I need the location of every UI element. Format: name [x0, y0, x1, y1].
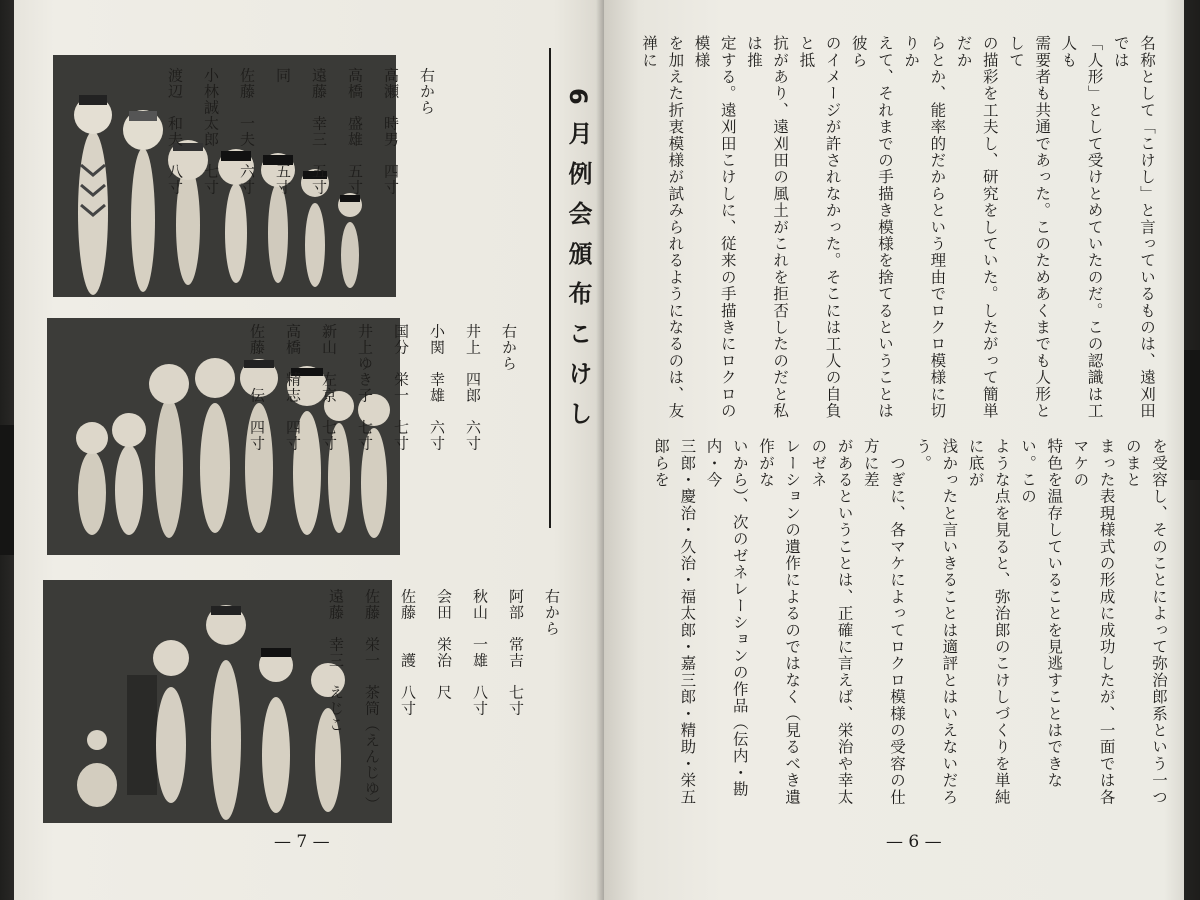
section-title: 6月例会頒布こけし [564, 88, 592, 441]
text-column: 抗があり、遠刈田の風土がこれを拒否したのだと私は推 [744, 35, 790, 420]
text-column: 定する。遠刈田こけしに、従来の手描きにロクロの模様 [692, 35, 737, 420]
text-column: 需要者も共通であった。このためあくまでも人形として [1006, 35, 1052, 420]
caption-row: 井上ゆき子 七寸 [356, 323, 374, 452]
body-text-upper [640, 35, 1160, 420]
page-number-left: — 7 — [274, 832, 330, 852]
section-title-box [549, 48, 601, 528]
caption-row: 遠藤 幸三 えじこ [327, 588, 345, 733]
caption-row: 高瀬 時男 四寸 [382, 67, 400, 196]
text-column: らとか、能率的だからという理由でロクロ模様に切りか [902, 35, 947, 420]
caption-from: 右から [418, 67, 436, 116]
caption-row: 佐藤 護 八寸 [399, 588, 417, 717]
caption-row: 佐藤 伝 四寸 [248, 323, 266, 452]
caption-row: 佐藤 栄一 茶筒（えんじゆ） [363, 588, 381, 813]
caption-row: 新山 左京 七寸 [320, 323, 338, 452]
body-text-lower [652, 438, 1172, 818]
caption-row: 会田 栄治 尺 [435, 588, 453, 701]
text-column: まった表現様式の形成に成功したが、一面では各マケの [1071, 438, 1116, 806]
caption-row: 佐藤 一夫 六寸 [238, 67, 256, 196]
caption-from: 右から [500, 323, 518, 372]
text-column: ような点を見ると、弥治郎のこけしづくりを単純に底が [966, 438, 1011, 806]
text-column: を加えた折衷模様が試みられるようになるのは、友禅に [640, 35, 685, 420]
text-column: 浅かったと言いきることは適評とはいえないだろう。 [914, 438, 959, 806]
text-column: 名称として「こけし」と言っているものは、遠刈田では [1111, 35, 1156, 420]
text-column: えて、それまでの手描き模様を捨てるということは彼ら [849, 35, 894, 420]
text-column: つぎに、各マケによってロクロ模様の受容の仕方に差 [861, 438, 906, 806]
text-column: を受容し、そのことによって弥治郎系という一つのまと [1123, 438, 1168, 806]
text-column: 「人形」として受けとめていたのだ。この認識は工人も [1059, 35, 1104, 420]
caption-row: 小林誠太郎 七寸 [202, 67, 220, 196]
caption-row: 高橋 精志 四寸 [284, 323, 302, 452]
caption-from: 右から [543, 588, 561, 637]
left-page [14, 0, 604, 900]
text-column: があるということは、正確に言えば、栄治や幸太のゼネ [809, 438, 854, 806]
caption-photo-1 [148, 44, 454, 284]
caption-photo-3 [309, 565, 579, 813]
text-column: 三郎・慶治・久治・福太郎・嘉三郎・精助・栄五郎らを [652, 438, 697, 806]
caption-row: 阿部 常吉 七寸 [507, 588, 525, 717]
caption-row: 渡辺 和夫 八寸 [166, 67, 184, 196]
caption-row: 高橋 盛雄 五寸 [346, 67, 364, 196]
text-column: 特色を温存していることを見逃すことはできない。この [1018, 438, 1064, 789]
text-column: のイメージが許されなかった。そこには工人の自負と抵 [797, 35, 842, 420]
right-page [604, 0, 1184, 900]
text-column: の描彩を工夫し、研究をしていた。したがって簡単だか [954, 35, 999, 420]
caption-row: 同 五寸 [274, 67, 292, 196]
caption-photo-2 [230, 300, 536, 540]
caption-row: 遠藤 幸三 五寸 [310, 67, 328, 196]
caption-row: 小関 幸雄 六寸 [428, 323, 446, 452]
caption-row: 国分 栄一 七寸 [392, 323, 410, 452]
caption-row: 井上 四郎 六寸 [464, 323, 482, 452]
text-column: レーションの遺作によるのではなく（見るべき遺作がな [756, 438, 802, 806]
caption-row: 秋山 一雄 八寸 [471, 588, 489, 717]
page-number-right: — 6 — [886, 832, 942, 852]
text-column: いから）、次のゼネレーションの作品（伝内・勘内・今 [704, 438, 749, 798]
